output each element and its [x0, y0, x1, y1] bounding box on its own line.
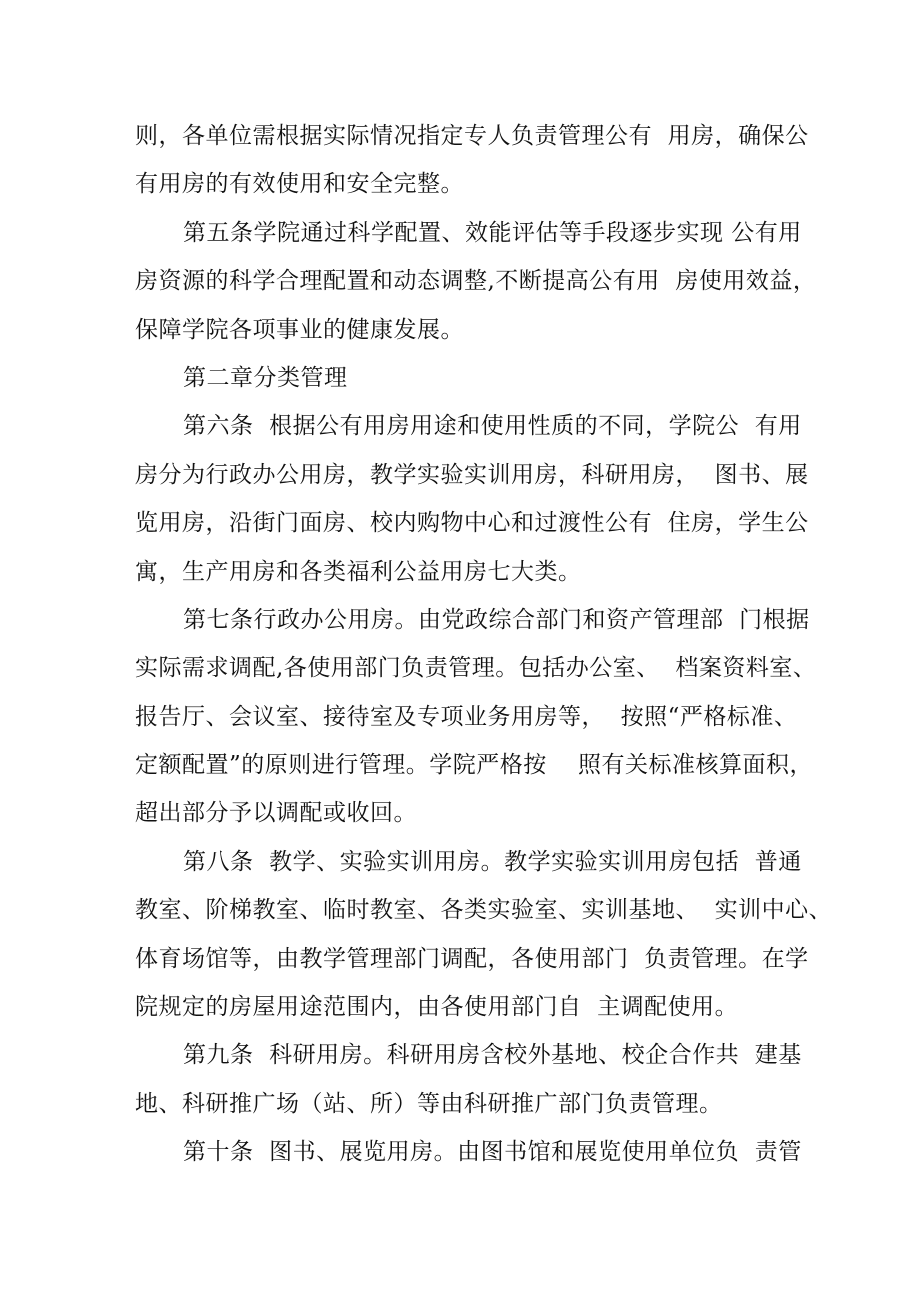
document-body [135, 112, 833, 1177]
text-line: 房分为行政办公用房，教学实验实训用房，科研用房， 图书、展 [135, 461, 809, 488]
text-line: 第二章分类管理 [183, 364, 348, 391]
text-line: 保障学院各项事业的健康发展。 [135, 316, 464, 343]
text-line: 第五条学院通过科学配置、效能评估等手段逐步实现 公有用 [183, 219, 802, 246]
text-line: 报告厅、会议室、接待室及专项业务用房等， 按照“严格标准、 [135, 703, 798, 730]
text-line: 第十条 图书、展览用房。由图书馆和展览使用单位负 责管 [183, 1139, 802, 1166]
text-line: 定额配置”的原则进行管理。学院严格按 照有关标准核算面积， [135, 752, 814, 779]
text-line: 体育场馆等，由教学管理部门调配，各使用部门 负责管理。在学 [135, 945, 809, 972]
text-line: 有用房的有效使用和安全完整。 [135, 171, 464, 198]
text-line: 院规定的房屋用途范围内，由各使用部门自 主调配使用。 [135, 994, 739, 1021]
text-line: 超出部分予以调配或收回。 [135, 800, 417, 827]
text-line: 教室、阶梯教室、临时教室、各类实验室、实训基地、 实训中心、 [135, 897, 833, 924]
text-line: 寓，生产用房和各类福利公益用房七大类。 [135, 558, 582, 585]
text-line: 第六条 根据公有用房用途和使用性质的不同，学院公 有用 [183, 413, 802, 440]
text-line: 房资源的科学合理配置和动态调整,不断提高公有用 房使用效益， [135, 268, 817, 295]
text-line: 则，各单位需根据实际情况指定专人负责管理公有 用房，确保公 [135, 123, 809, 149]
text-line: 览用房，沿街门面房、校内购物中心和过渡性公有 住房，学生公 [135, 510, 809, 537]
text-line: 第七条行政办公用房。由党政综合部门和资产管理部 门根据 [183, 606, 810, 633]
text-line: 实际需求调配,各使用部门负责管理。包括办公室、 档案资料室、 [135, 655, 817, 682]
text-line: 地、科研推广场（站、所）等由科研推广部门负责管理。 [135, 1090, 723, 1117]
text-line: 第九条 科研用房。科研用房含校外基地、校企合作共 建基 [183, 1042, 802, 1069]
text-line: 第八条 教学、实验实训用房。教学实验实训用房包括 普通 [183, 848, 802, 875]
